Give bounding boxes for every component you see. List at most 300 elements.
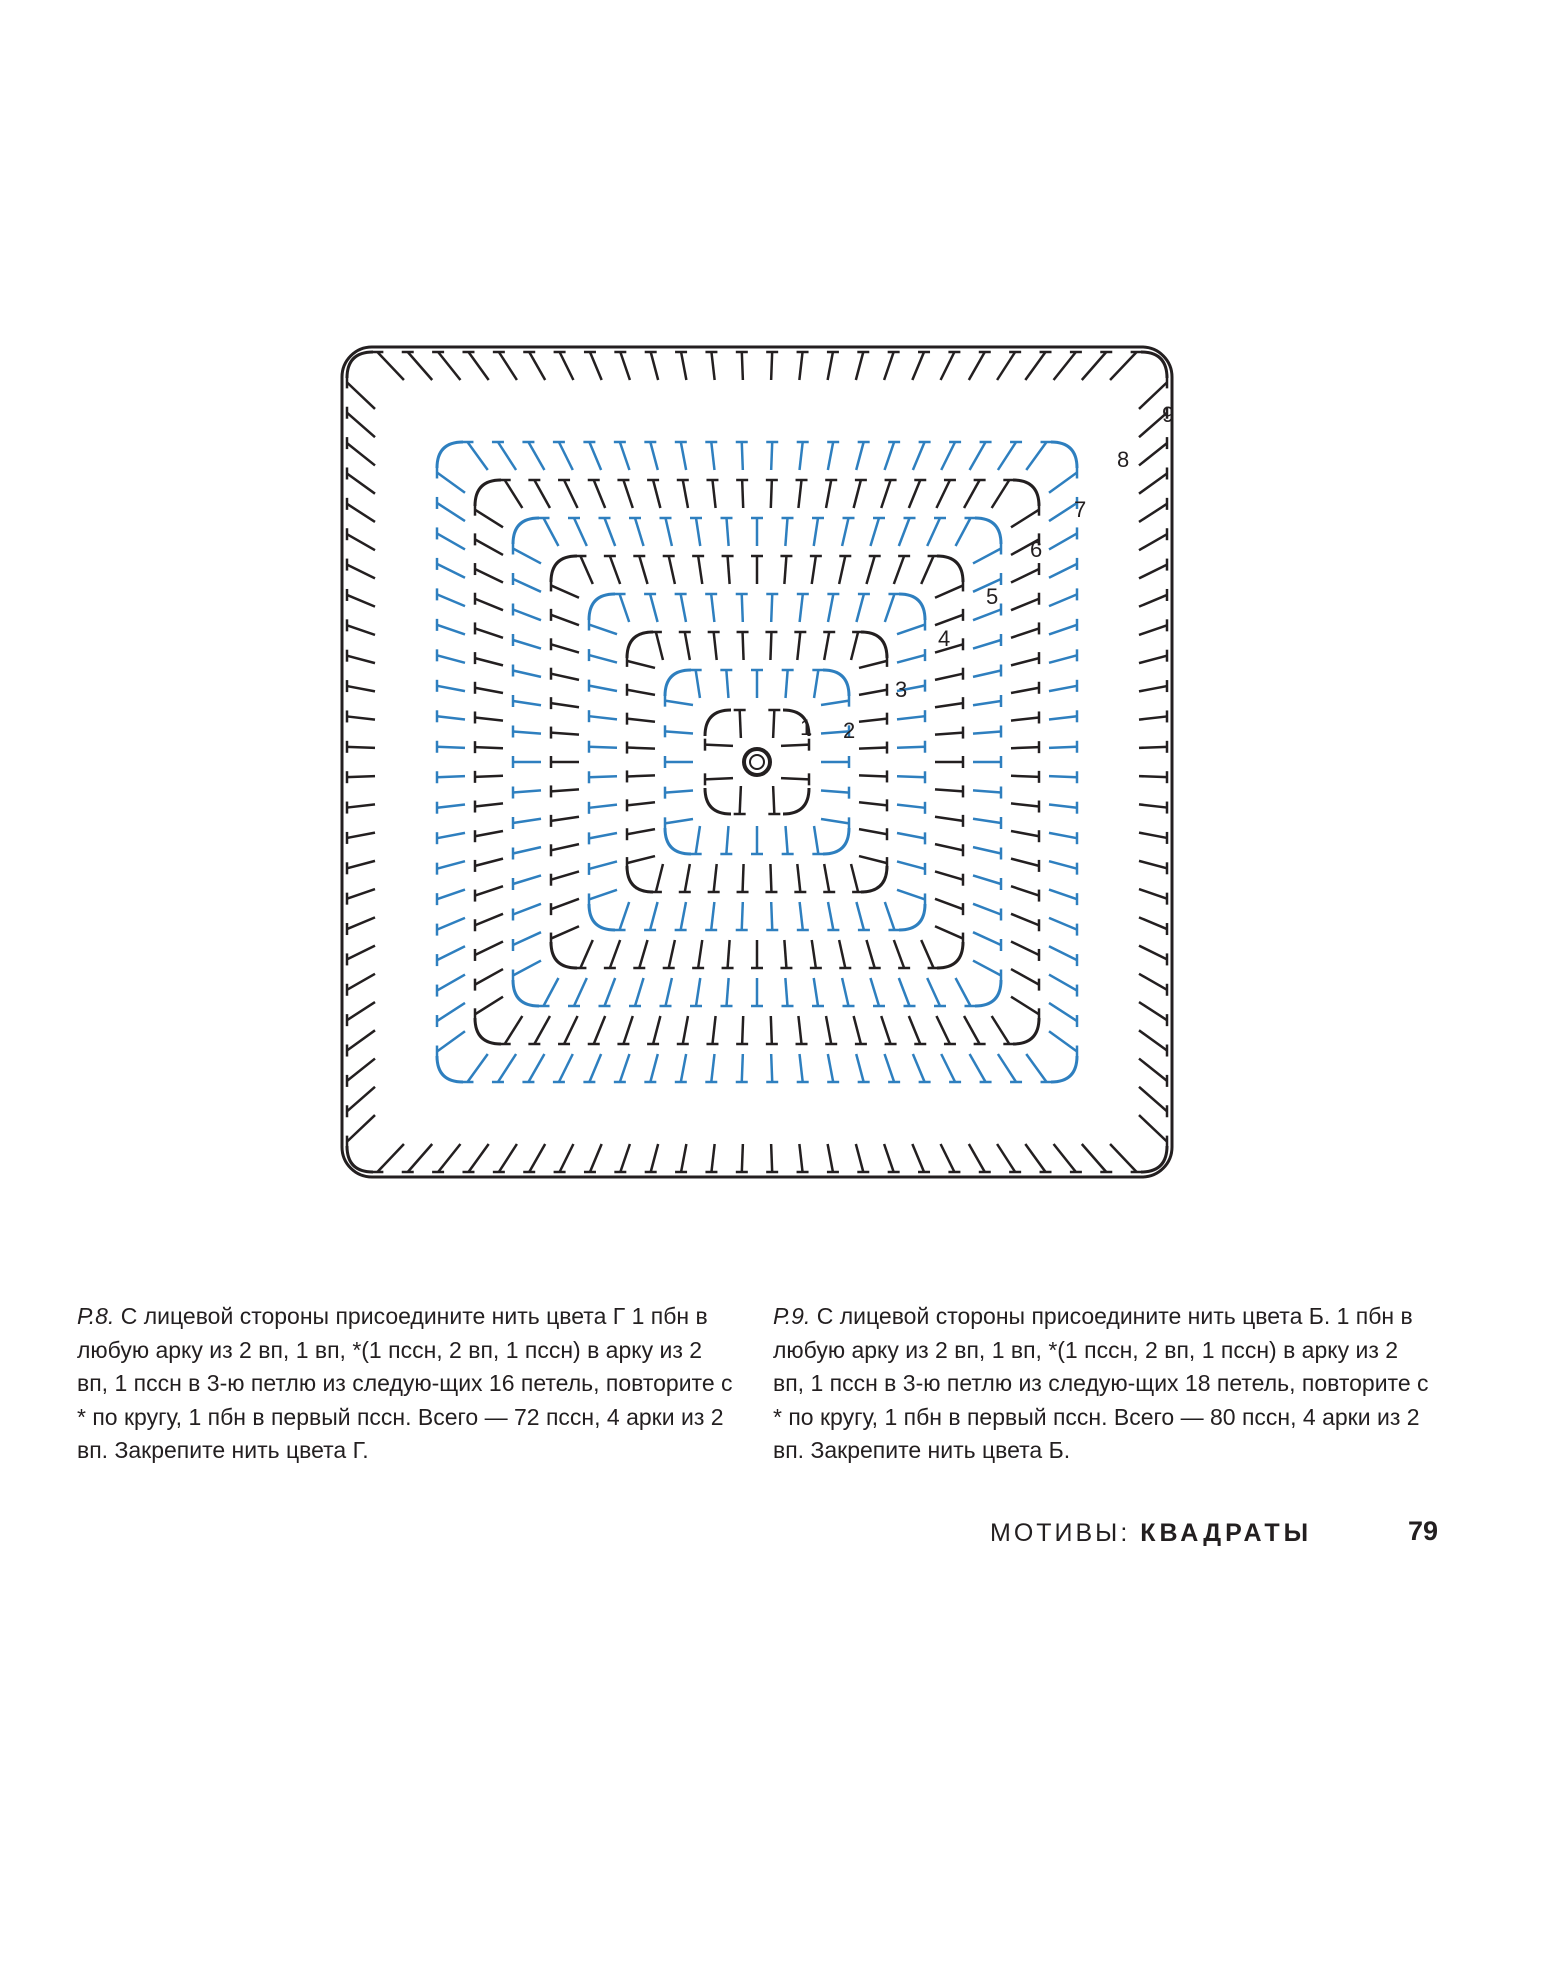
stitch	[1049, 890, 1077, 900]
stitch	[580, 556, 592, 584]
corner-arc	[705, 788, 731, 814]
stitch	[771, 1144, 772, 1172]
stitch	[973, 875, 1001, 884]
corner-arc	[627, 632, 653, 658]
stitch	[580, 940, 592, 968]
outer-frame	[342, 347, 1175, 1177]
stitch	[771, 352, 772, 380]
stitch	[897, 833, 925, 838]
stitch	[475, 997, 503, 1015]
row-9-label: Р.9.	[773, 1303, 811, 1329]
stitch	[1110, 352, 1137, 380]
round-label-9: 9	[1162, 402, 1175, 427]
stitch	[909, 480, 920, 508]
stitch	[711, 1054, 714, 1082]
stitch	[1049, 594, 1077, 606]
stitch	[913, 1054, 925, 1082]
stitch	[998, 1054, 1016, 1082]
round-label-6: 6	[1030, 537, 1043, 562]
stitch	[347, 565, 375, 579]
stitch	[859, 829, 887, 834]
stitch	[1011, 510, 1039, 528]
stitch	[1011, 831, 1039, 836]
stitch	[589, 805, 617, 808]
corner-arc	[665, 828, 691, 854]
stitch	[785, 978, 787, 1006]
stitch	[771, 1054, 772, 1082]
stitch	[467, 1054, 487, 1082]
stitch	[897, 861, 925, 868]
stitch	[589, 861, 617, 868]
stitch	[437, 533, 465, 549]
stitch	[437, 655, 465, 662]
stitch	[681, 352, 686, 380]
stitch	[866, 940, 874, 968]
stitch	[681, 1054, 686, 1082]
stitch	[475, 831, 503, 836]
stitch	[620, 352, 630, 380]
stitch	[437, 805, 465, 808]
stitch	[347, 747, 375, 748]
stitch	[740, 786, 741, 814]
stitch	[799, 352, 802, 380]
stitch	[842, 978, 848, 1006]
stitch	[620, 1054, 630, 1082]
stitch	[773, 786, 774, 814]
stitch	[665, 791, 693, 793]
stitch	[513, 610, 541, 621]
stitch	[885, 442, 895, 470]
stitch	[475, 688, 503, 693]
stitch	[786, 826, 788, 854]
stitch	[773, 710, 774, 738]
stitch	[499, 352, 517, 380]
stitch	[1026, 442, 1046, 470]
stitch	[475, 628, 503, 637]
stitch	[696, 518, 700, 546]
stitch	[1139, 504, 1167, 522]
stitch	[513, 790, 541, 792]
stitch	[347, 889, 375, 899]
stitch	[437, 594, 465, 606]
stitch	[437, 564, 465, 578]
stitch	[408, 1144, 432, 1172]
round-2	[665, 670, 849, 854]
stitch	[859, 856, 887, 863]
stitch	[935, 703, 963, 707]
stitch	[1025, 1144, 1045, 1172]
stitch	[785, 518, 787, 546]
round-label-1: 1	[800, 715, 813, 740]
stitch	[475, 747, 503, 748]
corner-arc	[899, 594, 925, 620]
stitch	[408, 352, 432, 380]
stitch	[1049, 946, 1077, 960]
stitch	[973, 732, 1001, 734]
stitch	[551, 615, 579, 625]
stitch	[859, 775, 887, 776]
stitch	[784, 556, 786, 584]
corner-arc	[1051, 442, 1077, 468]
stitch	[347, 1115, 375, 1142]
stitch	[635, 518, 644, 546]
corner-arc	[975, 980, 1001, 1006]
stitch	[669, 940, 675, 968]
stitch	[859, 719, 887, 722]
stitch	[786, 670, 788, 698]
stitch	[797, 864, 800, 892]
stitch	[1139, 625, 1167, 635]
stitch	[770, 632, 771, 660]
stitch	[347, 443, 375, 465]
stitch	[513, 847, 541, 853]
stitch	[1139, 473, 1167, 493]
stitch	[544, 518, 559, 546]
stitch	[551, 899, 579, 909]
stitch	[627, 829, 655, 834]
stitch	[627, 748, 655, 749]
stitch	[1139, 747, 1167, 748]
stitch	[798, 1016, 801, 1044]
stitch	[973, 790, 1001, 792]
stitch	[347, 776, 375, 777]
stitch	[899, 978, 910, 1006]
stitch	[897, 625, 925, 635]
stitch	[347, 625, 375, 635]
stitch	[1139, 686, 1167, 691]
stitch	[639, 556, 647, 584]
round-label-5: 5	[986, 584, 999, 609]
stitch	[854, 1016, 861, 1044]
stitch	[856, 594, 863, 622]
stitch	[771, 480, 772, 508]
stitch	[1049, 776, 1077, 777]
stitch	[551, 703, 579, 707]
stitch	[881, 1016, 890, 1044]
stitch	[1011, 569, 1039, 583]
stitch	[589, 716, 617, 719]
stitch	[728, 556, 730, 584]
stitch	[1049, 716, 1077, 719]
stitch	[927, 978, 940, 1006]
stitch	[821, 819, 849, 823]
round-1	[705, 710, 809, 814]
stitch	[589, 655, 617, 662]
stitch	[912, 352, 924, 380]
stitch	[771, 442, 772, 470]
stitch	[627, 856, 655, 863]
stitch	[620, 594, 630, 622]
stitch	[437, 716, 465, 719]
stitch	[589, 625, 617, 635]
stitch	[1049, 564, 1077, 578]
stitch	[534, 1016, 550, 1044]
stitch	[784, 940, 786, 968]
stitch	[1139, 861, 1167, 868]
corner-arc	[861, 632, 887, 658]
stitch	[639, 940, 647, 968]
stitch	[513, 579, 541, 592]
stitch	[610, 940, 620, 968]
stitch	[377, 1144, 404, 1172]
stitch	[666, 978, 672, 1006]
stitch	[437, 1003, 465, 1021]
corner-arc	[937, 942, 963, 968]
stitch	[1139, 716, 1167, 719]
stitch	[1049, 833, 1077, 838]
stitch	[1049, 625, 1077, 635]
stitch	[1011, 969, 1039, 985]
stitch	[897, 805, 925, 808]
stitch	[894, 556, 904, 584]
section-prefix: МОТИВЫ:	[990, 1519, 1131, 1547]
stitch	[347, 861, 375, 868]
stitch	[589, 776, 617, 777]
section-title: КВАДРАТЫ	[1140, 1519, 1313, 1547]
stitch	[941, 352, 955, 380]
stitch	[1139, 1002, 1167, 1020]
stitch	[1139, 443, 1167, 465]
stitch	[770, 864, 771, 892]
stitch	[743, 864, 744, 892]
stitch	[973, 610, 1001, 621]
stitch	[1139, 1059, 1167, 1081]
stitch	[894, 940, 904, 968]
stitch	[347, 473, 375, 493]
stitch	[970, 442, 986, 470]
stitch	[992, 480, 1010, 508]
stitch	[828, 442, 833, 470]
stitch	[941, 1144, 955, 1172]
stitch	[437, 975, 465, 991]
stitch	[589, 833, 617, 838]
stitch	[821, 791, 849, 793]
stitch	[997, 352, 1015, 380]
stitch	[475, 569, 503, 583]
stitch	[1011, 658, 1039, 665]
stitch	[1011, 599, 1039, 610]
stitch	[781, 778, 809, 779]
stitch	[800, 442, 803, 470]
stitch	[742, 1144, 743, 1172]
stitch	[528, 442, 544, 470]
stitch	[467, 442, 487, 470]
stitch	[800, 594, 803, 622]
stitch	[973, 549, 1001, 564]
stitch	[683, 480, 688, 508]
stitch	[347, 413, 375, 437]
stitch	[856, 352, 863, 380]
stitch	[610, 556, 620, 584]
stitch	[656, 864, 663, 892]
stitch	[669, 556, 675, 584]
stitch	[798, 480, 801, 508]
stitch	[1139, 1030, 1167, 1050]
stitch	[498, 1054, 516, 1082]
stitch	[605, 978, 616, 1006]
stitch	[969, 352, 985, 380]
stitch	[437, 625, 465, 635]
stitch	[935, 926, 963, 938]
stitch	[475, 658, 503, 665]
stitch	[347, 833, 375, 838]
stitch	[828, 902, 833, 930]
corner-arc	[589, 904, 615, 930]
stitch	[726, 826, 728, 854]
stitch	[551, 926, 579, 938]
corner-arc	[1051, 1056, 1077, 1082]
stitch	[620, 902, 630, 930]
stitch	[589, 1054, 601, 1082]
stitch	[475, 717, 503, 720]
corner-arc	[513, 980, 539, 1006]
stitch	[814, 670, 818, 698]
stitch	[742, 442, 743, 470]
stitch	[1026, 1054, 1046, 1082]
stitch	[935, 899, 963, 909]
stitch	[997, 1144, 1015, 1172]
stitch	[513, 904, 541, 915]
stitch	[589, 747, 617, 748]
stitch	[992, 1016, 1010, 1044]
stitch	[656, 632, 663, 660]
stitch	[681, 902, 686, 930]
stitch	[685, 864, 690, 892]
stitch	[956, 978, 971, 1006]
stitch	[897, 716, 925, 719]
corner-arc	[705, 710, 731, 736]
stitch	[812, 556, 816, 584]
stitch	[826, 1016, 831, 1044]
stitch	[1049, 747, 1077, 748]
stitch	[475, 510, 503, 528]
stitch	[973, 819, 1001, 823]
stitch	[475, 803, 503, 806]
stitch	[742, 594, 743, 622]
stitch	[475, 969, 503, 985]
stitch	[499, 1144, 517, 1172]
round-9	[347, 352, 1167, 1172]
stitch	[856, 1054, 863, 1082]
stitch	[1049, 861, 1077, 868]
stitch	[1110, 1144, 1137, 1172]
stitch	[705, 745, 733, 746]
stitch	[870, 978, 879, 1006]
stitch	[705, 778, 733, 779]
stitch	[851, 632, 858, 660]
stitch	[884, 1144, 894, 1172]
stitch	[653, 480, 660, 508]
stitch	[437, 890, 465, 900]
stitch	[1049, 918, 1077, 930]
stitch	[935, 789, 963, 791]
stitch	[1011, 803, 1039, 806]
stitch	[347, 595, 375, 607]
corner-arc	[937, 556, 963, 582]
row-9-instructions	[773, 1300, 1433, 1468]
stitch	[885, 594, 895, 622]
magic-ring	[744, 749, 770, 775]
stitch	[377, 352, 404, 380]
stitch	[347, 656, 375, 663]
stitch	[711, 1144, 714, 1172]
stitch	[513, 875, 541, 884]
round-label-7: 7	[1074, 497, 1087, 522]
stitch	[711, 902, 714, 930]
stitch	[551, 733, 579, 735]
stitch	[513, 961, 541, 976]
corner-arc	[665, 670, 691, 696]
stitch	[912, 1144, 924, 1172]
stitch	[1049, 533, 1077, 549]
stitch	[650, 442, 657, 470]
round-label-3: 3	[895, 677, 908, 702]
stitch	[771, 902, 772, 930]
stitch	[347, 716, 375, 719]
stitch	[935, 733, 963, 735]
stitch	[973, 671, 1001, 677]
stitch	[839, 940, 845, 968]
stitch	[650, 902, 657, 930]
corner-arc	[589, 594, 615, 620]
stitch	[897, 747, 925, 748]
stitch	[651, 1144, 658, 1172]
stitch	[347, 1030, 375, 1050]
stitch	[513, 932, 541, 945]
stitch	[551, 585, 579, 597]
stitch	[589, 442, 601, 470]
stitch	[590, 352, 602, 380]
stitch	[627, 690, 655, 695]
stitch	[935, 615, 963, 625]
stitch	[1139, 974, 1167, 990]
stitch	[696, 670, 700, 698]
stitch	[941, 442, 955, 470]
stitch	[740, 710, 741, 738]
stitch	[812, 940, 816, 968]
stitch	[1139, 1087, 1167, 1111]
stitch	[1011, 747, 1039, 748]
stitch	[1049, 1003, 1077, 1021]
stitch	[627, 802, 655, 805]
stitch	[1049, 975, 1077, 991]
stitch	[574, 978, 587, 1006]
stitch	[824, 632, 829, 660]
stitch	[1082, 352, 1106, 380]
stitch	[1054, 352, 1076, 380]
stitch	[665, 819, 693, 823]
round-label-8: 8	[1117, 447, 1130, 472]
round-6	[513, 518, 1001, 1006]
stitch	[842, 518, 848, 546]
stitch	[513, 671, 541, 677]
stitch	[828, 352, 833, 380]
stitch	[347, 1059, 375, 1081]
stitch	[771, 594, 772, 622]
stitch	[742, 1016, 743, 1044]
stitch	[681, 1144, 686, 1172]
stitch	[781, 745, 809, 746]
stitch	[742, 352, 743, 380]
stitch	[828, 594, 833, 622]
stitch	[665, 731, 693, 733]
stitch	[885, 1054, 895, 1082]
stitch	[513, 701, 541, 705]
stitch	[551, 871, 579, 879]
stitch	[814, 978, 818, 1006]
stitch	[1011, 997, 1039, 1015]
stitch	[866, 556, 874, 584]
